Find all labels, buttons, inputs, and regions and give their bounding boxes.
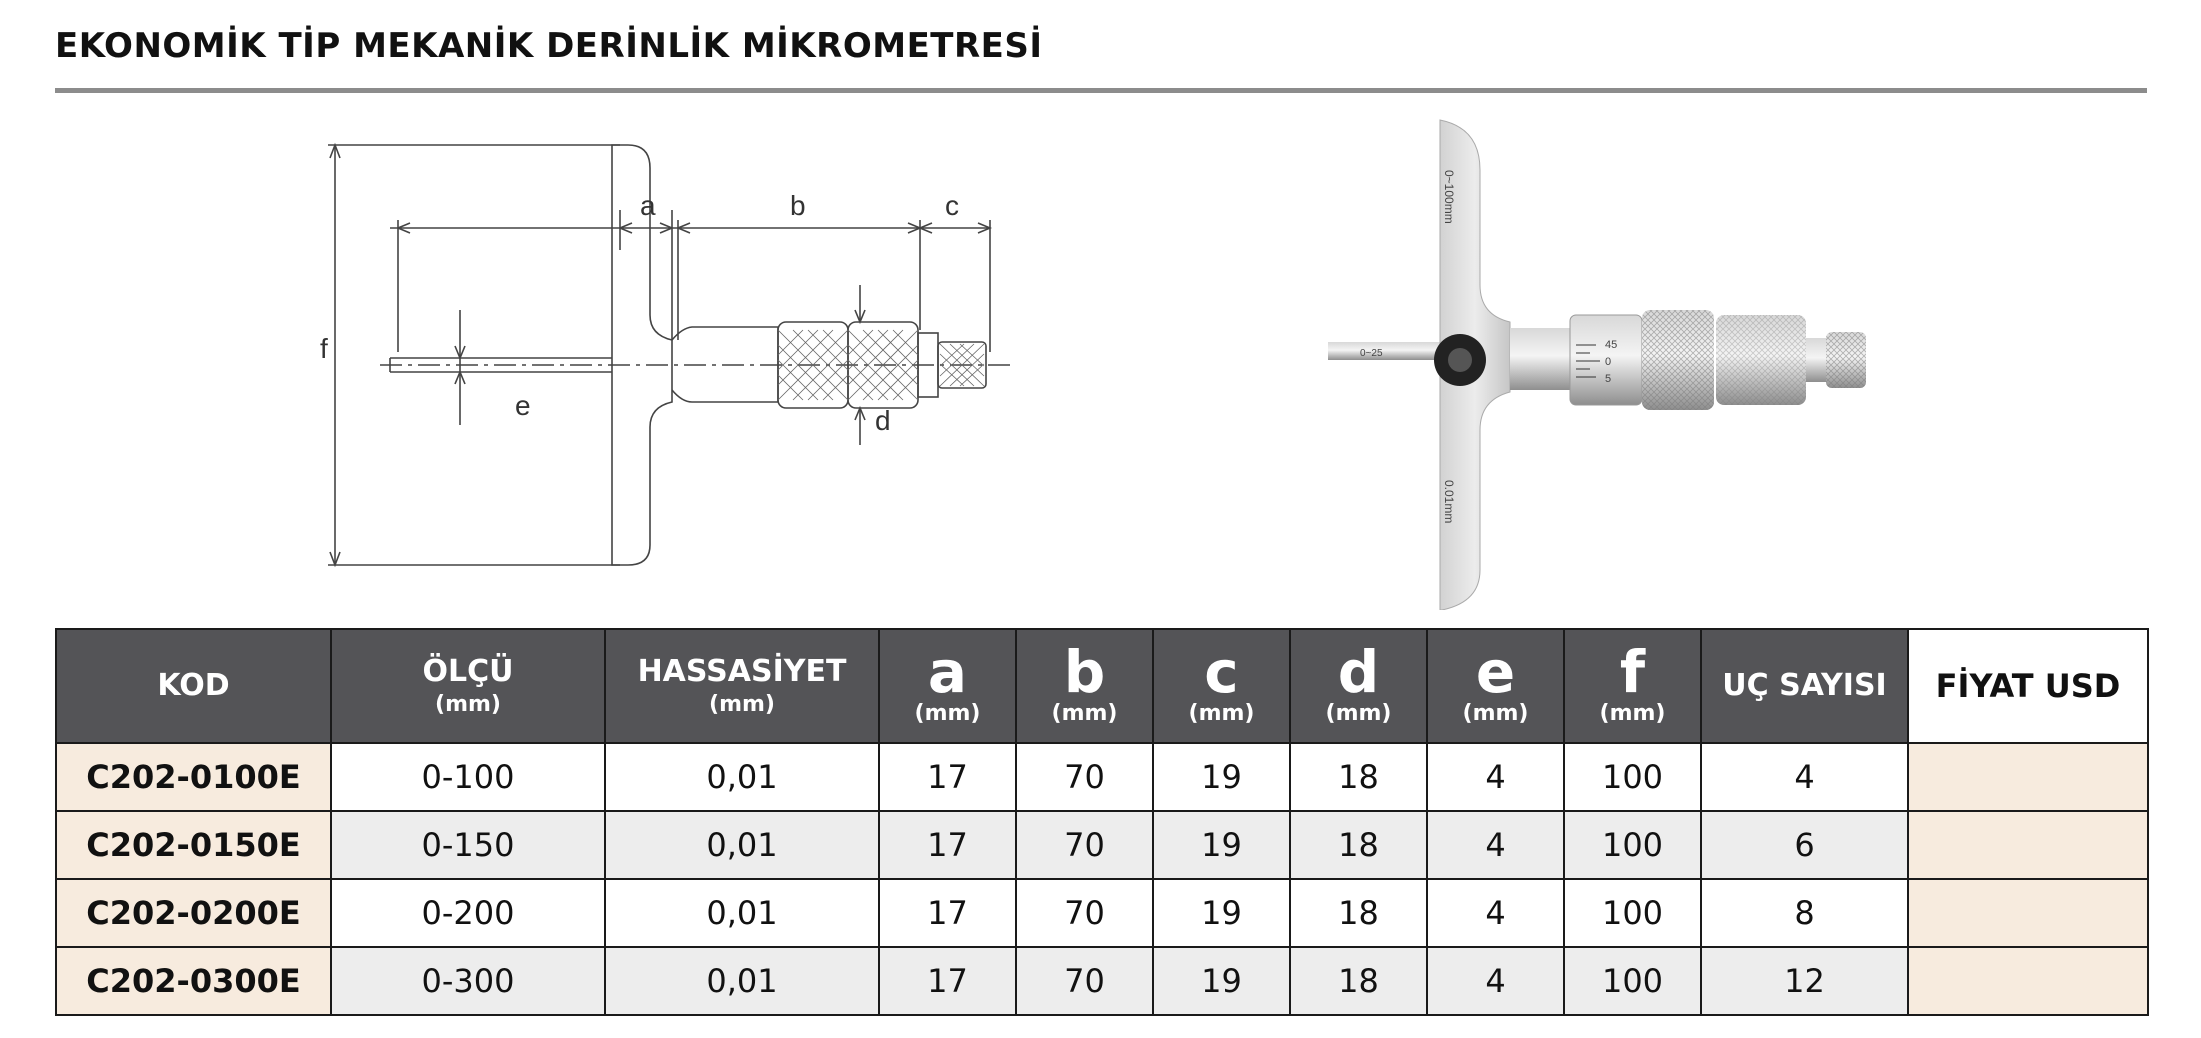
cell-hassasiyet: 0,01 [605, 947, 879, 1015]
header-kod: KOD [56, 629, 331, 743]
header-b [1016, 629, 1153, 743]
header-f [1564, 629, 1701, 743]
cell-uc-sayisi: 6 [1701, 811, 1908, 879]
cell-olcu: 0-300 [331, 947, 605, 1015]
header-d-label: d [1337, 638, 1380, 706]
diagram-label-d: d [875, 405, 891, 436]
cell-b: 70 [1016, 947, 1153, 1015]
header-hassasiyet-label: HASSASİYET [637, 654, 847, 689]
cell-kod: C202-0200E [56, 879, 331, 947]
header-uc-sayisi: UÇ SAYISI [1701, 629, 1908, 743]
cell-fiyat [1908, 811, 2148, 879]
cell-olcu: 0-100 [331, 743, 605, 811]
diagram-label-b: b [790, 190, 806, 221]
header-c-unit: (mm) [1188, 701, 1255, 726]
header-d-unit: (mm) [1325, 701, 1392, 726]
thimble-mark-45: 45 [1605, 339, 1618, 351]
header-b-label: b [1063, 638, 1106, 706]
cell-f: 100 [1564, 947, 1701, 1015]
cell-fiyat [1908, 947, 2148, 1015]
header-f-label: f [1619, 638, 1646, 706]
header-e [1427, 629, 1564, 743]
cell-fiyat [1908, 743, 2148, 811]
cell-uc-sayisi: 8 [1701, 879, 1908, 947]
header-olcu-label: ÖLÇÜ [422, 654, 514, 689]
table-row [56, 743, 2148, 811]
cell-f: 100 [1564, 879, 1701, 947]
cell-e: 4 [1427, 947, 1564, 1015]
header-c-label: c [1204, 638, 1239, 706]
cell-c: 19 [1153, 879, 1290, 947]
cell-hassasiyet: 0,01 [605, 811, 879, 879]
header-hassasiyet [605, 629, 879, 743]
product-photo [1300, 110, 1940, 610]
cell-kod: C202-0100E [56, 743, 331, 811]
table-header-row [56, 629, 2148, 743]
cell-d: 18 [1290, 811, 1427, 879]
sleeve-mark: 0~25 [1360, 348, 1383, 359]
cell-hassasiyet: 0,01 [605, 879, 879, 947]
header-f-unit: (mm) [1599, 701, 1666, 726]
thimble-mark-0: 0 [1605, 356, 1612, 368]
cell-e: 4 [1427, 743, 1564, 811]
plate-scale-bottom: 0.01mm [1442, 480, 1456, 524]
cell-b: 70 [1016, 743, 1153, 811]
table-row [56, 811, 2148, 879]
cell-d: 18 [1290, 743, 1427, 811]
cell-c: 19 [1153, 743, 1290, 811]
cell-a: 17 [879, 743, 1016, 811]
cell-hassasiyet: 0,01 [605, 743, 879, 811]
cell-f: 100 [1564, 743, 1701, 811]
header-a [879, 629, 1016, 743]
cell-a: 17 [879, 879, 1016, 947]
cell-d: 18 [1290, 947, 1427, 1015]
spec-table [55, 628, 2149, 1016]
header-hassasiyet-unit: (mm) [709, 692, 775, 717]
cell-kod: C202-0300E [56, 947, 331, 1015]
cell-b: 70 [1016, 879, 1153, 947]
cell-e: 4 [1427, 879, 1564, 947]
header-d [1290, 629, 1427, 743]
cell-kod: C202-0150E [56, 811, 331, 879]
dimension-diagram [300, 130, 1080, 600]
cell-uc-sayisi: 12 [1701, 947, 1908, 1015]
cell-b: 70 [1016, 811, 1153, 879]
title-divider [55, 88, 2147, 93]
cell-fiyat [1908, 879, 2148, 947]
cell-uc-sayisi: 4 [1701, 743, 1908, 811]
page-title: EKONOMİK TİP MEKANİK DERİNLİK MİKROMETRESİ [55, 26, 1043, 66]
header-fiyat: FİYAT USD [1908, 629, 2148, 743]
header-olcu [331, 629, 605, 743]
cell-olcu: 0-150 [331, 811, 605, 879]
cell-d: 18 [1290, 879, 1427, 947]
diagram-label-e: e [515, 390, 531, 421]
thimble-mark-5: 5 [1605, 373, 1612, 385]
diagram-label-f: f [320, 333, 328, 364]
header-a-unit: (mm) [914, 701, 981, 726]
header-e-unit: (mm) [1462, 701, 1529, 726]
diagram-label-c: c [945, 190, 959, 221]
header-olcu-unit: (mm) [435, 692, 501, 717]
cell-c: 19 [1153, 947, 1290, 1015]
cell-e: 4 [1427, 811, 1564, 879]
cell-olcu: 0-200 [331, 879, 605, 947]
header-e-label: e [1475, 638, 1516, 706]
table-row [56, 879, 2148, 947]
header-c [1153, 629, 1290, 743]
cell-a: 17 [879, 947, 1016, 1015]
cell-a: 17 [879, 811, 1016, 879]
table-row [56, 947, 2148, 1015]
cell-f: 100 [1564, 811, 1701, 879]
cell-c: 19 [1153, 811, 1290, 879]
header-a-label: a [927, 638, 968, 706]
plate-scale-top: 0~100mm [1442, 170, 1456, 224]
header-b-unit: (mm) [1051, 701, 1118, 726]
diagram-label-a: a [640, 190, 656, 221]
